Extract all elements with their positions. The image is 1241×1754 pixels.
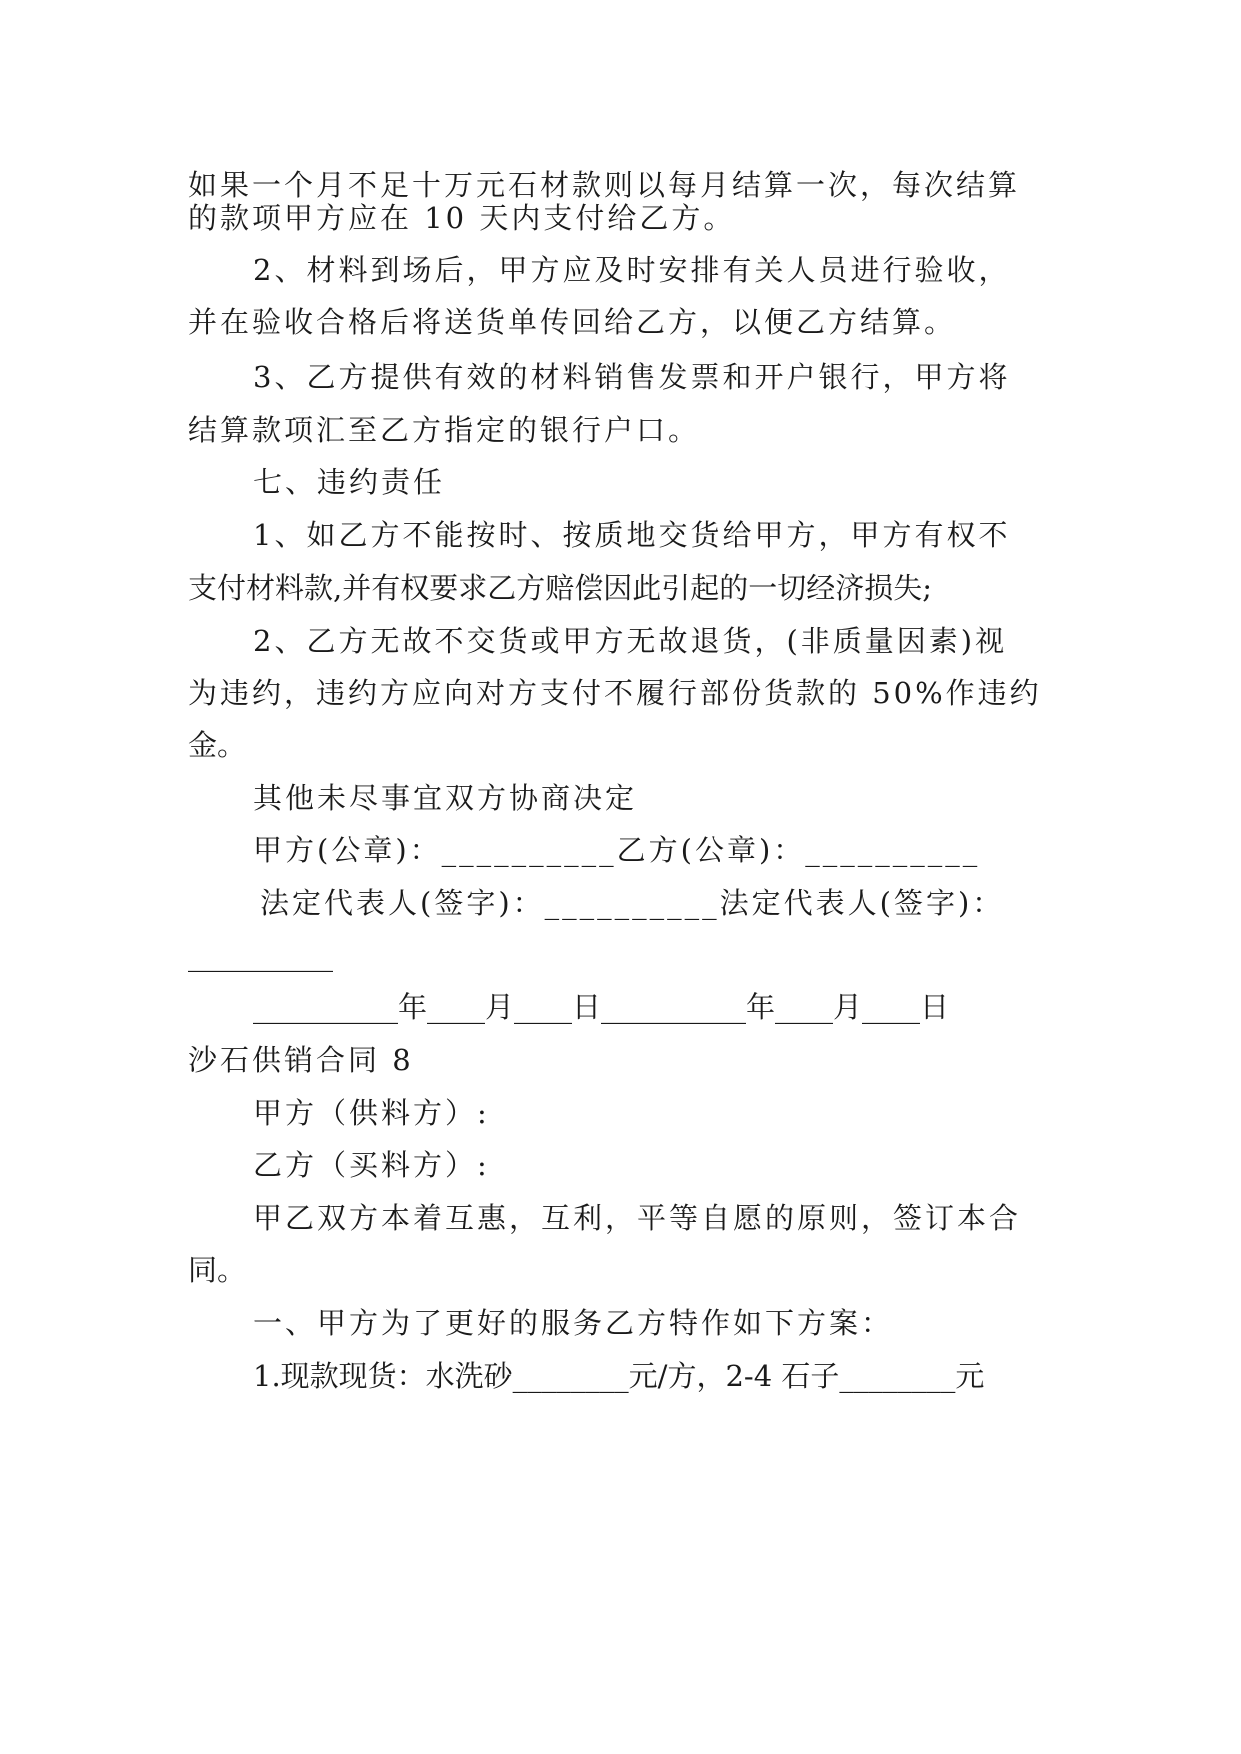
date-line: __________年____月____日__________年____月____日 [253,990,950,1024]
text-line: 2、乙方无故不交货或甲方无故退货，(非质量因素)视 [253,624,1008,658]
text-line: 3、乙方提供有效的材料销售发票和开户银行，甲方将 [253,360,1011,394]
text-line: 的款项甲方应在 10 天内支付给乙方。 [188,201,736,235]
text-line: 如果一个月不足十万元石材款则以每月结算一次，每次结算 [188,168,1021,202]
party-line: 甲方（供料方）: [253,1096,490,1130]
party-line: 乙方（买料方）: [253,1148,490,1182]
text-line: 1、如乙方不能按时、按质地交货给甲方，甲方有权不 [253,518,1011,552]
text-line: 1.现款现货：水洗砂________元/方，2-4 石子________元 [253,1359,985,1393]
text-line: 为违约，违约方应向对方支付不履行部份货款的 50%作违约 [188,676,1042,710]
signature-blank: __________ [188,938,333,972]
text-line: 支付材料款,并有权要求乙方赔偿因此引起的一切经济损失; [188,571,932,605]
text-line: 2、材料到场后，甲方应及时安排有关人员进行验收， [253,253,1011,287]
section-heading: 一、甲方为了更好的服务乙方特作如下方案： [253,1306,894,1340]
text-line: 其他未尽事宜双方协商决定 [253,781,638,815]
text-line: 甲乙双方本着互惠，互利，平等自愿的原则，签订本合 [253,1201,1022,1235]
signature-line: 甲方(公章)：__________乙方(公章)：__________ [253,833,981,867]
signature-line: 法定代表人(签字)：__________法定代表人(签字)： [260,886,1005,920]
text-line: 同。 [188,1253,247,1287]
section-heading: 七、违约责任 [253,465,446,499]
text-line: 结算款项汇至乙方指定的银行户口。 [188,413,701,447]
text-line: 并在验收合格后将送货单传回给乙方，以便乙方结算。 [188,305,957,339]
section-title: 沙石供销合同 8 [188,1043,414,1077]
text-line: 金。 [188,728,247,762]
